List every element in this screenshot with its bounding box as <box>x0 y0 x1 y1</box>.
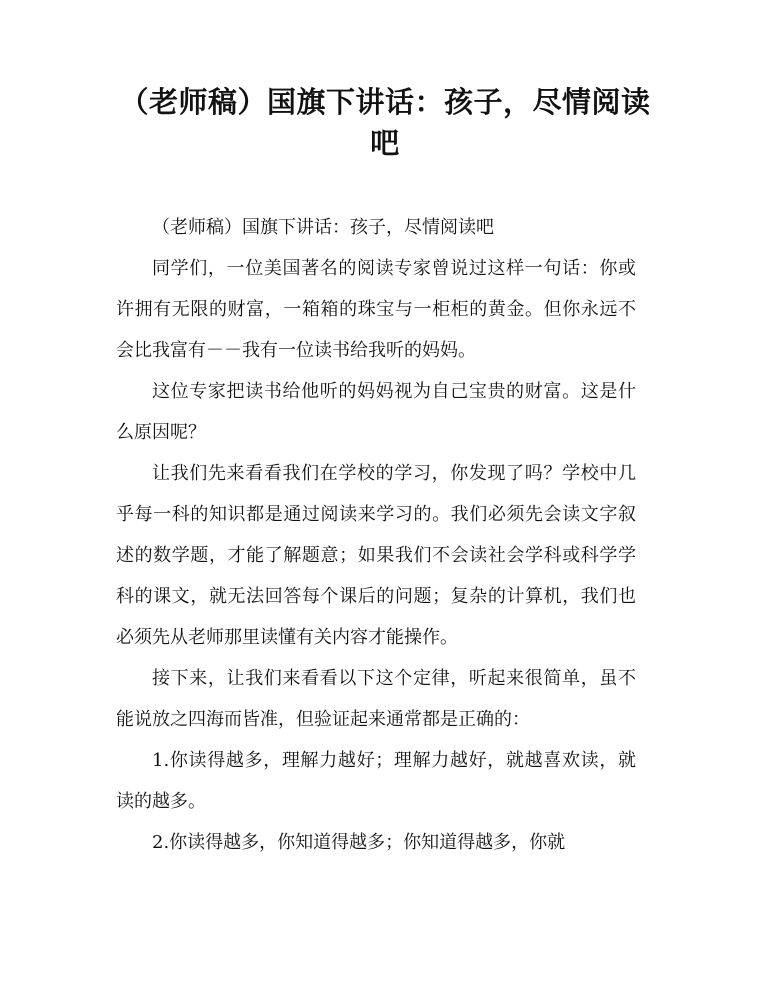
paragraph-law-intro: 接下来，让我们来看看以下这个定律，听起来很简单，虽不能说放之四海而皆准，但验证起来通常都是正确的： <box>116 668 636 730</box>
paragraph-law-item-1: 1.你读得越多，理解力越好；理解力越好，就越喜欢读，就读的越多。 <box>116 750 636 812</box>
paragraph-subtitle: （老师稿）国旗下讲话：孩子，尽情阅读吧 <box>152 217 494 238</box>
document-title: （老师稿）国旗下讲话：孩子，尽情阅读吧 <box>119 85 651 160</box>
paragraph-intro: 同学们，一位美国著名的阅读专家曾说过这样一句话：你或许拥有无限的财富，一箱箱的珠宝与一柜柜的黄金。但你永远不会比我富有－－我有一位读书给我听的妈妈。 <box>116 258 636 361</box>
paragraph-school-learning: 让我们先来看看我们在学校的学习，你发现了吗？学校中几乎每一科的知识都是通过阅读来学习的。我们必须先会读文字叙述的数学题，才能了解题意；如果我们不会读社会学科或科学学科的课文，就无法回答每个课后的问题；复杂的计算机，我们也必须先从老师那里读懂有关内容才能操作。 <box>116 463 636 648</box>
paragraph-law-item-2: 2.你读得越多，你知道得越多；你知道得越多，你就 <box>152 832 566 853</box>
document-body <box>116 207 636 863</box>
paragraph-question: 这位专家把读书给他听的妈妈视为自己宝贵的财富。这是什么原因呢？ <box>116 381 636 443</box>
